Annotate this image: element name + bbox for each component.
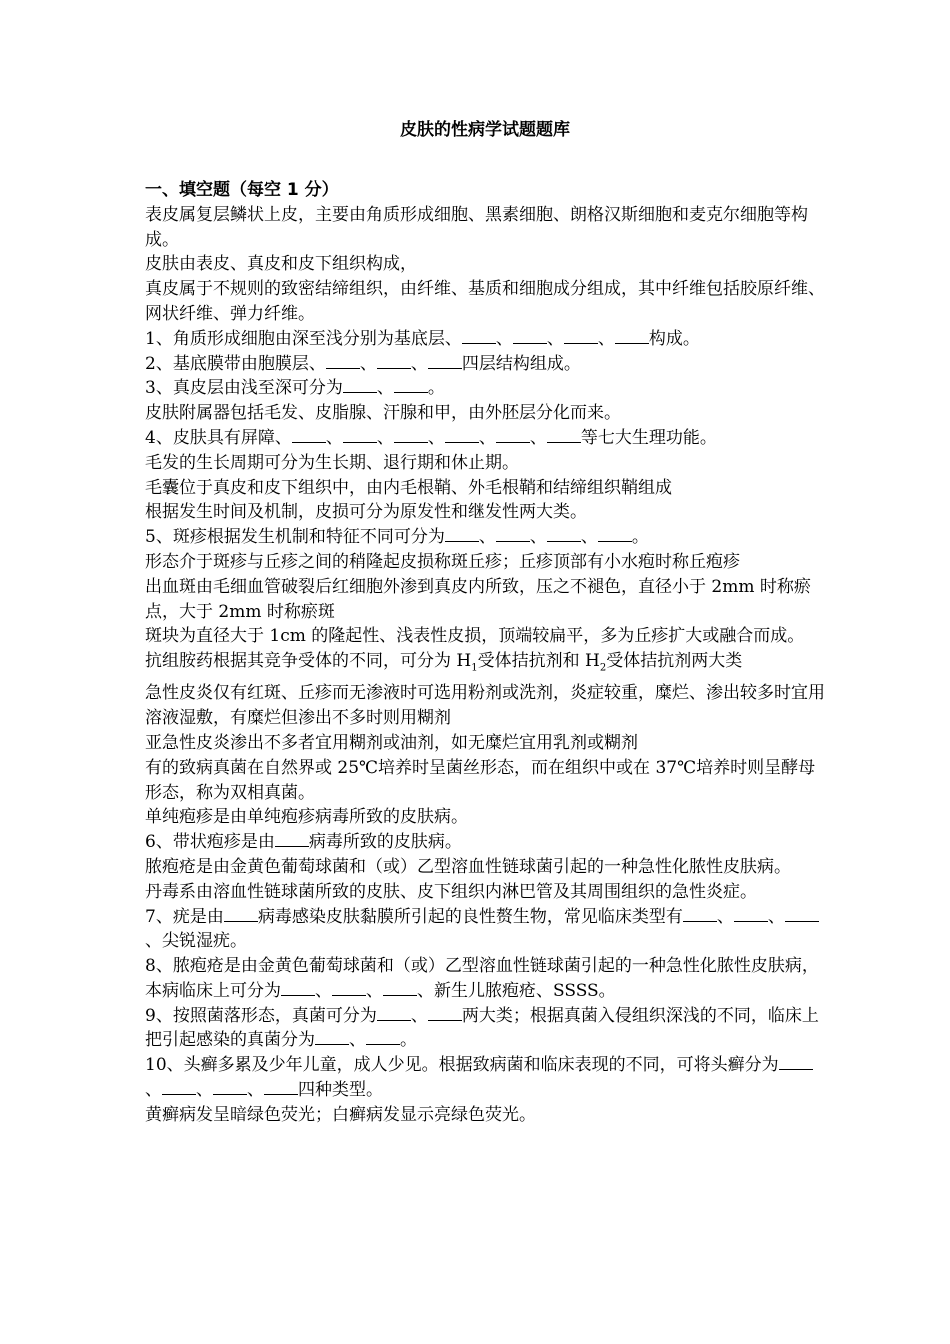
document-body [145,203,825,1128]
text-run: 、 [325,427,343,448]
fill-in-blank [462,328,496,344]
fill-in-blank [394,427,428,443]
fill-in-blank [213,1079,247,1095]
fill-in-blank [275,831,309,847]
text-run: 两大类；根据真菌入侵组织深浅的不同，临床上把引起感染的真菌分为 [145,1005,819,1051]
fill-in-blank [496,427,530,443]
fill-in-blank [366,1029,400,1045]
fill-in-blank [343,377,377,393]
paragraph [145,277,825,327]
text-run: 、 [196,1080,213,1101]
text-run: 、新生儿脓疱疮、SSSS。 [417,980,616,1001]
text-run: 病毒所致的皮肤病。 [308,832,462,853]
text-run: 、 [376,427,394,448]
fill-in-blank [394,377,428,393]
paragraph [145,905,825,955]
text-run: 、 [478,527,496,548]
paragraph [145,500,825,525]
fill-in-blank [428,1005,462,1021]
fill-in-blank [332,980,366,996]
text-run: 、 [495,328,513,349]
subscript: 2 [599,662,607,674]
fill-in-blank [428,353,462,369]
fill-in-blank [264,1079,298,1095]
paragraph [145,476,825,501]
text-run: 、 [478,427,496,448]
fill-in-blank [734,906,768,922]
paragraph [145,731,825,756]
paragraph [145,756,825,806]
paragraph [145,1103,825,1128]
text-run: 根据发生时间及机制，皮损可分为原发性和继发性两大类。 [145,502,587,523]
text-run: 斑块为直径大于 1cm 的隆起性、浅表性皮损，顶端较扁平，多为丘疹扩大或融合而成。 [145,626,805,647]
text-run: 受体拮抗剂和 H [477,651,600,672]
subscript: 1 [471,662,478,674]
text-run: 、尖锐湿疣。 [145,931,247,952]
text-run: 、 [359,353,377,374]
text-run: 10、头癣多累及少年儿童，成人少见。根据致病菌和临床表现的不同，可将头癣分为 [145,1055,779,1076]
paragraph [145,880,825,905]
paragraph [145,426,825,451]
text-run: 6、带状疱疹是由 [145,832,275,853]
text-run: 构成。 [648,328,700,349]
text-run: 急性皮炎仅有红斑、丘疹而无渗液时可选用粉剂或洗剂，炎症较重，糜烂、渗出较多时宜用溶液湿敷，有糜烂但渗出不多时则用糊剂 [145,683,825,729]
text-run: 、 [349,1030,366,1051]
text-run: 、 [580,527,598,548]
text-run: 4、皮肤具有屏障、 [145,427,292,448]
text-run: 皮肤由表皮、真皮和皮下组织构成， [145,254,417,275]
paragraph [145,252,825,277]
fill-in-blank [785,906,819,922]
fill-in-blank [496,526,530,542]
paragraph [145,1053,825,1103]
text-run: 3、真皮层由浅至深可分为 [145,378,343,399]
text-run: 8、脓疱疮是由金黄色葡萄球菌和（或）乙型溶血性链球菌引起的一种急性化脓性皮肤病，本病临床上可分为 [145,956,819,1001]
fill-in-blank [383,980,417,996]
text-run: 出血斑由毛细血管破裂后红细胞外渗到真皮内所致，压之不褪色，直径小于 2mm 时称瘀点，大于 2mm 时称瘀斑 [145,576,811,622]
fill-in-blank [513,328,547,344]
text-run: 、 [716,906,734,927]
fill-in-blank [315,1029,349,1045]
text-run: 。 [631,527,649,548]
text-run: 、 [410,1005,428,1026]
fill-in-blank [547,526,581,542]
text-run: 、 [767,906,785,927]
text-run: 9、按照菌落形态，真菌可分为 [145,1005,377,1026]
text-run: 形态介于斑疹与丘疹之间的稍隆起皮损称斑丘疹；丘疹顶部有小水疱时称丘疱疹 [145,551,740,572]
fill-in-blank [326,353,360,369]
fill-in-blank [445,427,479,443]
fill-in-blank [547,427,581,443]
text-run: 有的致病真菌在自然界或 25℃培养时呈菌丝形态，而在组织中或在 37℃培养时则呈酵母形态，称为双相真菌。 [145,757,816,803]
fill-in-blank [564,328,598,344]
paragraph [145,805,825,830]
fill-in-blank [292,427,326,443]
paragraph [145,575,825,625]
text-run: 单纯疱疹是由单纯疱疹病毒所致的皮肤病。 [145,807,468,828]
fill-in-blank [445,526,479,542]
fill-in-blank [615,328,649,344]
fill-in-blank [377,353,411,369]
paragraph [145,649,825,681]
fill-in-blank [343,427,377,443]
text-run: 真皮属于不规则的致密结缔组织，由纤维、基质和细胞成分组成，其中纤维包括胶原纤维、网状纤维、弹力纤维。 [145,279,825,324]
fill-in-blank [281,980,315,996]
paragraph [145,327,825,352]
text-run: 受体拮抗剂两大类 [606,651,743,672]
text-run: 。 [400,1030,417,1051]
document-page [145,118,825,1128]
text-run: 等七大生理功能。 [580,427,717,448]
text-run: 1、角质形成细胞由深至浅分别为基底层、 [145,328,462,349]
section-heading: 一、填空题（每空 1 分） [145,180,339,200]
text-run: 、 [529,427,547,448]
text-run: 皮肤附属器包括毛发、皮脂腺、汗腺和甲，由外胚层分化而来。 [145,403,621,424]
text-run: 抗组胺药根据其竞争受体的不同，可分为 H [145,651,472,672]
text-run: 毛发的生长周期可分为生长期、退行期和休止期。 [145,452,519,473]
paragraph [145,1004,825,1054]
fill-in-blank [377,1005,411,1021]
text-run: 、 [597,328,615,349]
text-run: 、 [145,1080,162,1101]
paragraph [145,624,825,649]
text-run: 、 [247,1080,264,1101]
paragraph [145,401,825,426]
paragraph [145,855,825,880]
text-run: 病毒感染皮肤黏膜所引起的良性赘生物，常见临床类型有 [257,906,683,927]
fill-in-blank [779,1054,813,1070]
text-run: 、 [366,980,383,1001]
paragraph [145,525,825,550]
fill-in-blank [224,906,258,922]
paragraph [145,376,825,401]
text-run: 黄癣病发呈暗绿色荧光；白癣病发显示亮绿色荧光。 [145,1104,536,1125]
paragraph [145,550,825,575]
text-run: 、 [529,527,547,548]
text-run: 5、斑疹根据发生机制和特征不同可分为 [145,527,445,548]
paragraph [145,203,825,253]
fill-in-blank [162,1079,196,1095]
text-run: 脓疱疮是由金黄色葡萄球菌和（或）乙型溶血性链球菌引起的一种急性化脓性皮肤病。 [145,856,791,877]
text-run: 、 [315,980,332,1001]
text-run: 、 [427,427,445,448]
paragraph [145,681,825,731]
paragraph [145,954,825,1004]
paragraph [145,352,825,377]
text-run: 表皮属复层鳞状上皮，主要由角质形成细胞、黑素细胞、朗格汉斯细胞和麦克尔细胞等构成。 [145,204,808,250]
text-run: 丹毒系由溶血性链球菌所致的皮肤、皮下组织内淋巴管及其周围组织的急性炎症。 [145,881,757,902]
text-run: 7、疣是由 [145,906,224,927]
text-run: 。 [427,378,445,399]
paragraph [145,830,825,855]
text-run: 亚急性皮炎渗出不多者宜用糊剂或油剂，如无糜烂宜用乳剂或糊剂 [145,732,638,753]
text-run: 、 [410,353,428,374]
fill-in-blank [683,906,717,922]
text-run: 四层结构组成。 [461,353,581,374]
document-title: 皮肤的性病学试题题库 [400,120,570,140]
text-run: 毛囊位于真皮和皮下组织中，由内毛根鞘、外毛根鞘和结缔组织鞘组成 [145,477,672,498]
text-run: 、 [376,378,394,399]
text-run: 2、基底膜带由胞膜层、 [145,353,326,374]
text-run: 、 [546,328,564,349]
text-run: 四种类型。 [298,1080,383,1101]
paragraph [145,451,825,476]
fill-in-blank [598,526,632,542]
